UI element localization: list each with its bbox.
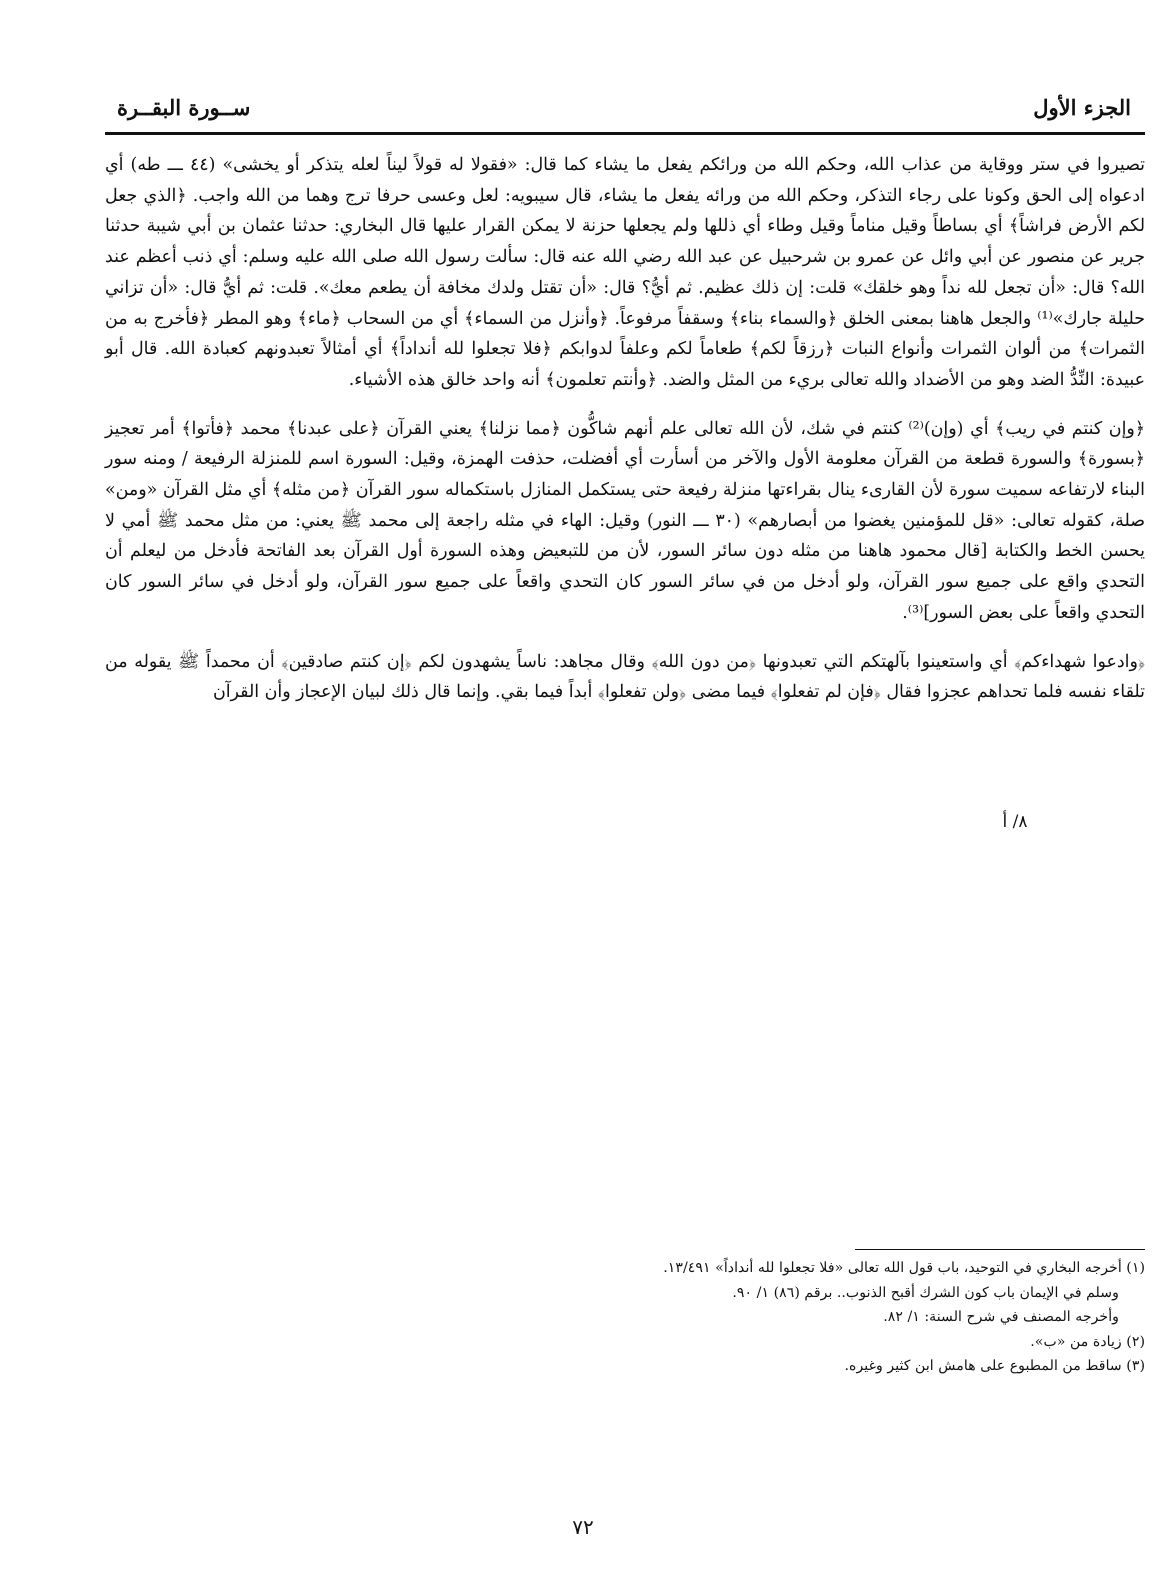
body-paragraph: تصيروا في ستر ووقاية من عذاب الله، وحكم الله من ورائكم يفعل ما يشاء كما قال: «فقولا له قولاً ليناً لعله يتذكر أو يخشى» (٤٤ ـــ طه) أي ادعواه إلى الحق وكونا على رجاء التذكر، وحكم الله من ورائه يفعل ما يشاء، قال سيبويه: لعل وعسى حرفا ترج وهما من الله واجب. ﴿الذي جعل لكم الأرض فراشاً﴾ أي بساطاً وقيل مناماً وقيل وطاء أي ذللها ولم يجعلها حزنة لا يمكن القرار عليها قال البخاري: حدثنا عثمان بن أبي شيبة حدثنا جرير عن منصور عن أبي وائل عن عمرو بن شرحبيل عن عبد الله رضي الله عنه قال: سألت رسول الله صلى الله عليه وسلم: أي ذنب أعظم عند الله؟ قال: «أن تجعل لله نداً وهو خلقك» قلت: إن ذلك عظيم. ثم أيُّ؟ قال: «أن تقتل ولدك مخافة أن يطعم معك». قلت: ثم أيُّ قال: «أن تزاني حليلة جارك»⁽¹⁾ والجعل هاهنا بمعنى الخلق ﴿والسماء بناء﴾ وسقفاً مرفوعاً. ﴿وأنزل من السماء﴾ أي من السحاب ﴿ماء﴾ وهو المطر ﴿فأخرج به من الثمرات﴾ من ألوان الثمرات وأنواع النبات ﴿رزقاً لكم﴾ طعاماً لكم وعلفاً لدوابكم ﴿فلا تجعلوا لله أنداداً﴾ أي أمثالاً تعبدونهم كعبادة الله. قال أبو عبيدة: النِّدُّ الضد وهو من الأضداد والله تعالى بريء من المثل والضد. ﴿وأنتم تعلمون﴾ أنه واحد خالق هذه الأشياء.: [105, 155, 1145, 390]
manuscript-folio-note: ٨/ أ: [1002, 812, 1028, 832]
surah-title: ســورة البقــرة: [117, 95, 251, 120]
footnote-rule: [855, 1249, 1145, 1250]
footnotes: [300, 1256, 1145, 1379]
footnote: (١) أخرجه البخاري في التوحيد، باب قول الله تعالى «فلا تجعلوا لله أنداداً» ١٣/٤٩١.: [663, 1260, 1145, 1276]
page-number: ٧٢: [572, 1515, 594, 1539]
footnote: وسلم في الإيمان باب كون الشرك أقبح الذنوب.. برقم (٨٦) ١/ ٩٠.: [732, 1284, 1119, 1301]
footnote: (٣) ساقط من المطبوع على هامش ابن كثير وغيره.: [844, 1358, 1145, 1374]
body-paragraph: ﴿وادعوا شهداءكم﴾ أي واستعينوا بآلهتكم التي تعبدونها ﴿من دون الله﴾ وقال مجاهد: ناساً يشهدون لكم ﴿إن كنتم صادقين﴾ أن محمداً ﷺ يقوله من تلقاء نفسه فلما تحداهم عجزوا فقال ﴿فإن لم تفعلوا﴾ فيما مضى ﴿ولن تفعلوا﴾ أبداً فيما بقي. وإنما قال ذلك لبيان الإعجاز وأن القرآن: [105, 651, 1145, 703]
body-paragraph: ﴿وإن كنتم في ريب﴾ أي (وإن)⁽²⁾ كنتم في شك، لأن الله تعالى علم أنهم شاكُّون ﴿مما نزلنا﴾ يعني القرآن ﴿على عبدنا﴾ محمد ﴿فأتوا﴾ أمر تعجيز ﴿بسورة﴾ والسورة قطعة من القرآن معلومة الأول والآخر من أسأرت أي أفضلت، حذفت الهمزة، وقيل: السورة اسم للمنزلة الرفيعة / ومنه سور البناء لارتفاعه سميت سورة لأن القارىء ينال بقراءتها منزلة رفيعة حتى يستكمل المنازل باستكماله سور القرآن ﴿من مثله﴾ أي مثل القرآن «ومن» صلة، كقوله تعالى: «قل للمؤمنين يغضوا من أبصارهم» (٣٠ ـــ النور) وقيل: الهاء في مثله راجعة إلى محمد ﷺ يعني: من مثل محمد ﷺ أمي لا يحسن الخط والكتابة [قال محمود هاهنا من مثله دون سائر السور، لأن من للتبعيض وهذه السورة أول القرآن بعد الفاتحة فأدخل من ليعلم أن التحدي واقع على جميع سور القرآن، ولو أدخل من في سائر السور كان التحدي واقعاً على جميع سور القرآن، ولو أدخل في سائر السور كان التحدي واقعاً على بعض السور]⁽³⁾.: [105, 418, 1146, 623]
header-rule: [105, 132, 1145, 135]
footnote: (٢) زيادة من «ب».: [1030, 1333, 1145, 1350]
footnote: وأخرجه المصنف في شرح السنة: ١/ ٨٢.: [883, 1309, 1119, 1325]
part-title: الجزء الأول: [1033, 95, 1131, 120]
main-text: [105, 150, 1145, 708]
running-header: [105, 95, 1145, 129]
